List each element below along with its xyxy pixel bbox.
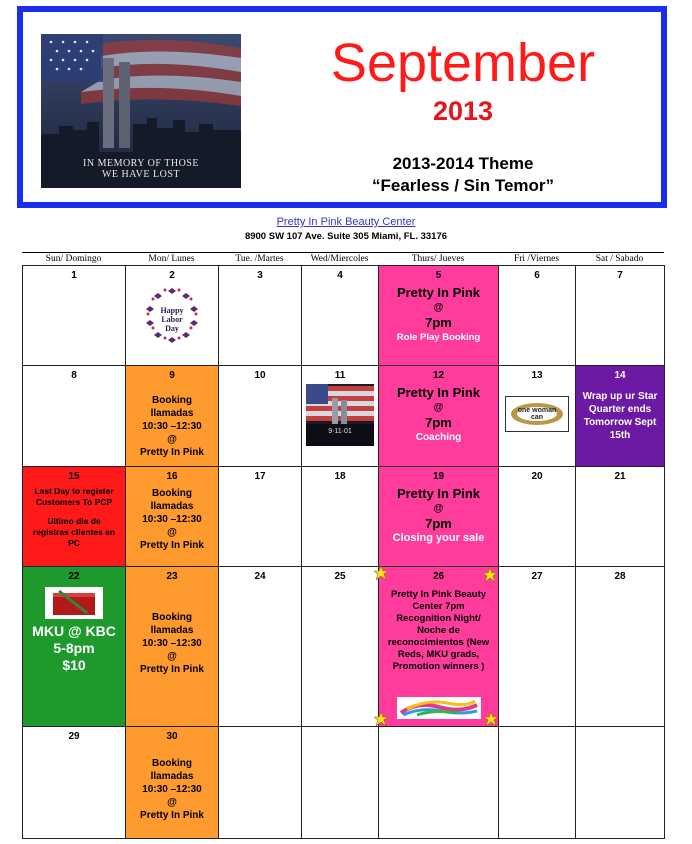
- nine-eleven-image: [306, 384, 374, 446]
- day-number: 16: [166, 471, 178, 482]
- day-cell-25[interactable]: [301, 566, 379, 727]
- theme-slogan: “Fearless / Sin Temor”: [371, 176, 555, 195]
- day-number: 10: [254, 370, 266, 381]
- day-cell-4[interactable]: [301, 265, 379, 366]
- day-cell-8[interactable]: [22, 365, 126, 467]
- day-cell-2[interactable]: [125, 265, 219, 366]
- event-subtitle: Coaching: [415, 432, 462, 443]
- event-time: 7pm: [425, 516, 452, 531]
- day-cell-27[interactable]: [498, 566, 576, 727]
- day-cell-30[interactable]: [125, 726, 219, 839]
- weekday-thu: Thurs/ Jueves: [411, 254, 465, 264]
- day-cell-17[interactable]: [218, 466, 302, 567]
- empty-cell: [378, 726, 499, 839]
- memorial-line-2: WE HAVE LOST: [101, 169, 181, 180]
- event-at: @: [433, 402, 444, 413]
- day-number: 6: [534, 270, 540, 281]
- day-number: 14: [614, 370, 626, 381]
- weekday-sat: Sat / Sabado: [595, 254, 644, 264]
- booking-label: Booking: [152, 758, 192, 769]
- event-title: Pretty In Pink: [396, 285, 481, 300]
- empty-cell: [575, 726, 665, 839]
- day-cell-21[interactable]: [575, 466, 665, 567]
- day-number: 8: [71, 370, 77, 381]
- llamadas-label: llamadas: [150, 771, 194, 782]
- day-cell-11[interactable]: [301, 365, 379, 467]
- day-number: 22: [68, 571, 80, 582]
- event-subtitle: Role Play Booking: [396, 332, 481, 343]
- weekday-fri: Fri /Viernes: [513, 254, 560, 264]
- day-number: 26: [432, 571, 445, 582]
- day-cell-18[interactable]: [301, 466, 379, 567]
- notebook-pen-icon: [45, 587, 103, 619]
- nine-eleven-flag-icon: [306, 384, 374, 446]
- day-cell-9[interactable]: [125, 365, 219, 467]
- booking-label: Booking: [152, 395, 192, 406]
- day-number: 27: [531, 571, 543, 582]
- day-number: 13: [531, 370, 543, 381]
- booking-time: 10:30 –12:30: [142, 421, 202, 432]
- day-cell-12[interactable]: [378, 365, 499, 467]
- labor-day-line-1: Happy: [160, 306, 184, 315]
- event-at: @: [433, 302, 444, 313]
- header-box: [17, 6, 667, 208]
- event-title: Pretty In Pink: [396, 486, 481, 501]
- day-number: 9: [169, 370, 175, 381]
- day-cell-16[interactable]: [125, 466, 219, 567]
- weekday-sun: Sun/ Domingo: [45, 254, 102, 264]
- labor-day-text: [126, 306, 218, 333]
- year-title: 2013: [432, 96, 494, 126]
- memorial-caption: [41, 158, 241, 180]
- day-number: 1: [71, 270, 77, 281]
- booking-location: Pretty In Pink: [140, 540, 204, 551]
- booking-label: Booking: [152, 612, 192, 623]
- memorial-image: [41, 34, 241, 188]
- event-at: @: [433, 503, 444, 514]
- day-number: 17: [254, 471, 266, 482]
- day-number: 28: [614, 571, 626, 582]
- day-number: 20: [531, 471, 543, 482]
- booking-at: @: [167, 527, 177, 538]
- theme-heading: 2013-2014 Theme: [392, 154, 534, 173]
- one-woman-can-text: one woman can: [517, 407, 557, 421]
- recognition-night-details: Pretty In Pink Beauty Center 7pm Recognition Night/ Noche de reconocimientos (New Reds, MKU grads, Promotion winners ): [387, 589, 490, 672]
- month-title: September: [330, 33, 596, 93]
- day-number: 19: [432, 471, 445, 482]
- day-number: 2: [169, 270, 175, 281]
- mku-time: 5-8pm: [53, 640, 95, 656]
- day-number: 24: [254, 571, 266, 582]
- booking-at: @: [167, 434, 177, 445]
- day-cell-1[interactable]: [22, 265, 126, 366]
- last-day-english: Last Day to register Customers To PCP: [34, 486, 114, 507]
- booking-location: Pretty In Pink: [140, 664, 204, 675]
- last-day-spanish: Ultimo dia de registras clientes en PC: [32, 516, 116, 548]
- business-name-link[interactable]: Pretty In Pink Beauty Center: [276, 216, 416, 228]
- memorial-line-1: IN MEMORY OF THOSE: [83, 158, 199, 169]
- day-number: 18: [334, 471, 346, 482]
- booking-time: 10:30 –12:30: [142, 514, 202, 525]
- mku-title: MKU @ KBC: [32, 623, 116, 639]
- booking-label: Booking: [152, 488, 192, 499]
- empty-cell: [218, 726, 302, 839]
- day-cell-19[interactable]: [378, 466, 499, 567]
- day-cell-13[interactable]: [498, 365, 576, 467]
- day-cell-14[interactable]: [575, 365, 665, 467]
- day-number: 7: [617, 270, 623, 281]
- weekday-mon: Mon/ Lunes: [148, 254, 195, 264]
- weekday-tue: Tue. /Martes: [235, 254, 284, 264]
- day-number: 25: [334, 571, 346, 582]
- weekday-wed: Wed/Miercoles: [310, 254, 369, 264]
- day-cell-20[interactable]: [498, 466, 576, 567]
- day-number: 3: [257, 270, 263, 281]
- star-icon: [374, 566, 388, 580]
- star-icon: [484, 712, 498, 726]
- day-cell-24[interactable]: [218, 566, 302, 727]
- empty-cell: [498, 726, 576, 839]
- booking-location: Pretty In Pink: [140, 810, 204, 821]
- booking-location: Pretty In Pink: [140, 447, 204, 458]
- weekday-header-row: [22, 252, 664, 266]
- celebration-banner-icon: [397, 697, 481, 719]
- day-cell-29[interactable]: [22, 726, 126, 839]
- day-number: 15: [68, 471, 80, 482]
- day-cell-23[interactable]: [125, 566, 219, 727]
- llamadas-label: llamadas: [150, 501, 194, 512]
- day-number: 12: [432, 370, 445, 381]
- labor-day-line-2: Labor: [161, 315, 183, 324]
- nine-eleven-caption: 9·11·01: [328, 428, 352, 435]
- day-number: 23: [166, 571, 178, 582]
- booking-time: 10:30 –12:30: [142, 784, 202, 795]
- event-subtitle: Closing your sale: [392, 532, 485, 544]
- day-cell-5[interactable]: [378, 265, 499, 366]
- one-woman-can-logo: [505, 396, 569, 432]
- event-time: 7pm: [425, 415, 452, 430]
- empty-cell: [301, 726, 379, 839]
- event-time: 7pm: [425, 315, 452, 330]
- booking-time: 10:30 –12:30: [142, 638, 202, 649]
- day-number: 21: [614, 471, 626, 482]
- labor-day-line-3: Day: [165, 324, 179, 333]
- day-number: 29: [68, 731, 80, 742]
- day-cell-15[interactable]: [22, 466, 126, 567]
- day-cell-10[interactable]: [218, 365, 302, 467]
- day-cell-3[interactable]: [218, 265, 302, 366]
- day-cell-28[interactable]: [575, 566, 665, 727]
- day-cell-26[interactable]: [378, 566, 499, 727]
- star-icon: [483, 568, 497, 582]
- day-number: 4: [337, 270, 343, 281]
- booking-at: @: [167, 651, 177, 662]
- event-title: Pretty In Pink: [396, 385, 481, 400]
- business-address: 8900 SW 107 Ave. Suite 305 Miami, FL. 33176: [244, 231, 448, 242]
- wrap-up-notice: Wrap up ur Star Quarter ends Tomorrow Sept 15th: [582, 391, 658, 441]
- llamadas-label: llamadas: [150, 408, 194, 419]
- day-number: 11: [334, 370, 346, 381]
- llamadas-label: llamadas: [150, 625, 194, 636]
- booking-at: @: [167, 797, 177, 808]
- mku-price: $10: [62, 657, 86, 673]
- day-number: 5: [435, 270, 442, 281]
- day-cell-7[interactable]: [575, 265, 665, 366]
- day-cell-22[interactable]: [22, 566, 126, 727]
- day-cell-6[interactable]: [498, 265, 576, 366]
- day-number: 30: [166, 731, 178, 742]
- star-icon: [374, 712, 388, 726]
